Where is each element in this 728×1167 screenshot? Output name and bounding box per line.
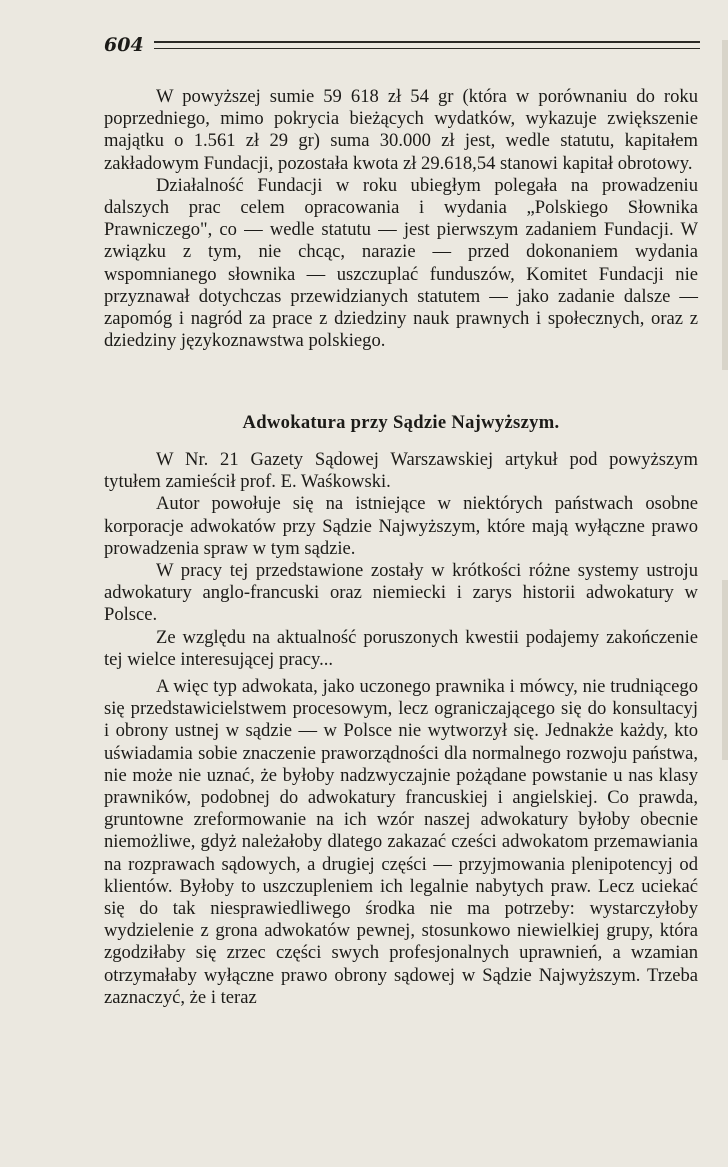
paragraph: Autor powołuje się na istniejące w niektórych państwach osobne korporacje adwokatów przy Sądzie Najwyższym, które mają wyłączne prawo prowadzenia spraw w tym sądzie. [104, 493, 698, 559]
paragraph: W Nr. 21 Gazety Sądowej Warszawskiej artykuł pod powyższym tytułem zamieścił prof. E. Waśkowski. [104, 449, 698, 493]
page-edge-shadow [722, 40, 728, 370]
paragraph: Działalność Fundacji w roku ubiegłym polegała na prowadzeniu dalszych prac celem opracowania i wydania „Polskiego Słownika Prawniczego", co — wedle statutu — jest pierwszym zadaniem Fundacji. W związku z tym, nie chcąc, narazie — przed dokonaniem wydania wspomnianego słownika — uszczuplać funduszów, Komitet Fundacji nie przyznawał dotychczas przewidzianych statutem — jako zadanie dalsze — zapomóg i nagród za prace z dziedziny nauk prawnych i społecznych, oraz z dziedziny językoznawstwa polskiego. [104, 174, 698, 352]
page-edge-shadow [722, 580, 728, 760]
page-header [104, 30, 700, 60]
header-rule-thin [154, 48, 700, 49]
section-heading: Adwokatura przy Sądzie Najwyższym. [242, 412, 560, 433]
header-rule [154, 41, 700, 43]
paragraph: A więc typ adwokata, jako uczonego prawnika i mówcy, nie trudniącego się przedstawicielstwem procesowym, lecz ograniczającego się do konsultacyj i obrony ustnej w sądzie — w Polsce nie wytworzył się. Jednakże każdy, kto uświadamia sobie znaczenie praworządności dla normalnego rozwoju państwa, nie może nie uznać, że byłoby nadzwyczajnie pożądane powstanie u nas klasy prawników, podobnej do adwokatury francuskiej i angielskiej. Co prawda, gruntowne zreformowanie na ich wzór naszej adwokatury byłoby obecnie niemożliwe, gdyż należałoby dlatego zakazać cześci adwokatom przemawiania na rozprawach sądowych, a drugiej części — przyjmowania plenipotencyj od klientów. Byłoby to uszczupleniem ich legalnie nabytych praw. Lecz uciekać się do tak niesprawiedliwego środka nie ma potrzeby: wystarczyłoby wydzielenie z grona adwokatów pewnej, stosunkowo niewielkiej grupy, która zgodziłaby się zrzec części swych profesjonalnych uprawnień, a wzamian otrzymałaby wyłączne prawo obrony sądowej w Sądzie Najwyższym. Trzeba zaznaczyć, że i teraz [104, 676, 698, 1008]
paragraph: W pracy tej przedstawione zostały w krótkości różne systemy ustroju adwokatury anglo-francuski oraz niemiecki i zarys historii adwokatury w Polsce. [104, 560, 698, 626]
paragraph: Ze względu na aktualność poruszonych kwestii podajemy zakończenie tej wielce interesującej pracy... [104, 626, 698, 670]
body-text-top [104, 86, 698, 352]
body-text-middle [104, 449, 698, 671]
page-number: 604 [104, 34, 144, 56]
body-text-bottom [104, 676, 698, 1009]
paragraph: W powyższej sumie 59 618 zł 54 gr (która w porównaniu do roku poprzedniego, mimo pokrycia bieżących wydatków, wykazuje zwiększenie majątku o 1.561 zł 29 gr) suma 30.000 zł jest, wedle statutu, kapitałem zakładowym Fundacji, pozostała kwota zł 29.618,54 stanowi kapitał obrotowy. [104, 86, 698, 174]
